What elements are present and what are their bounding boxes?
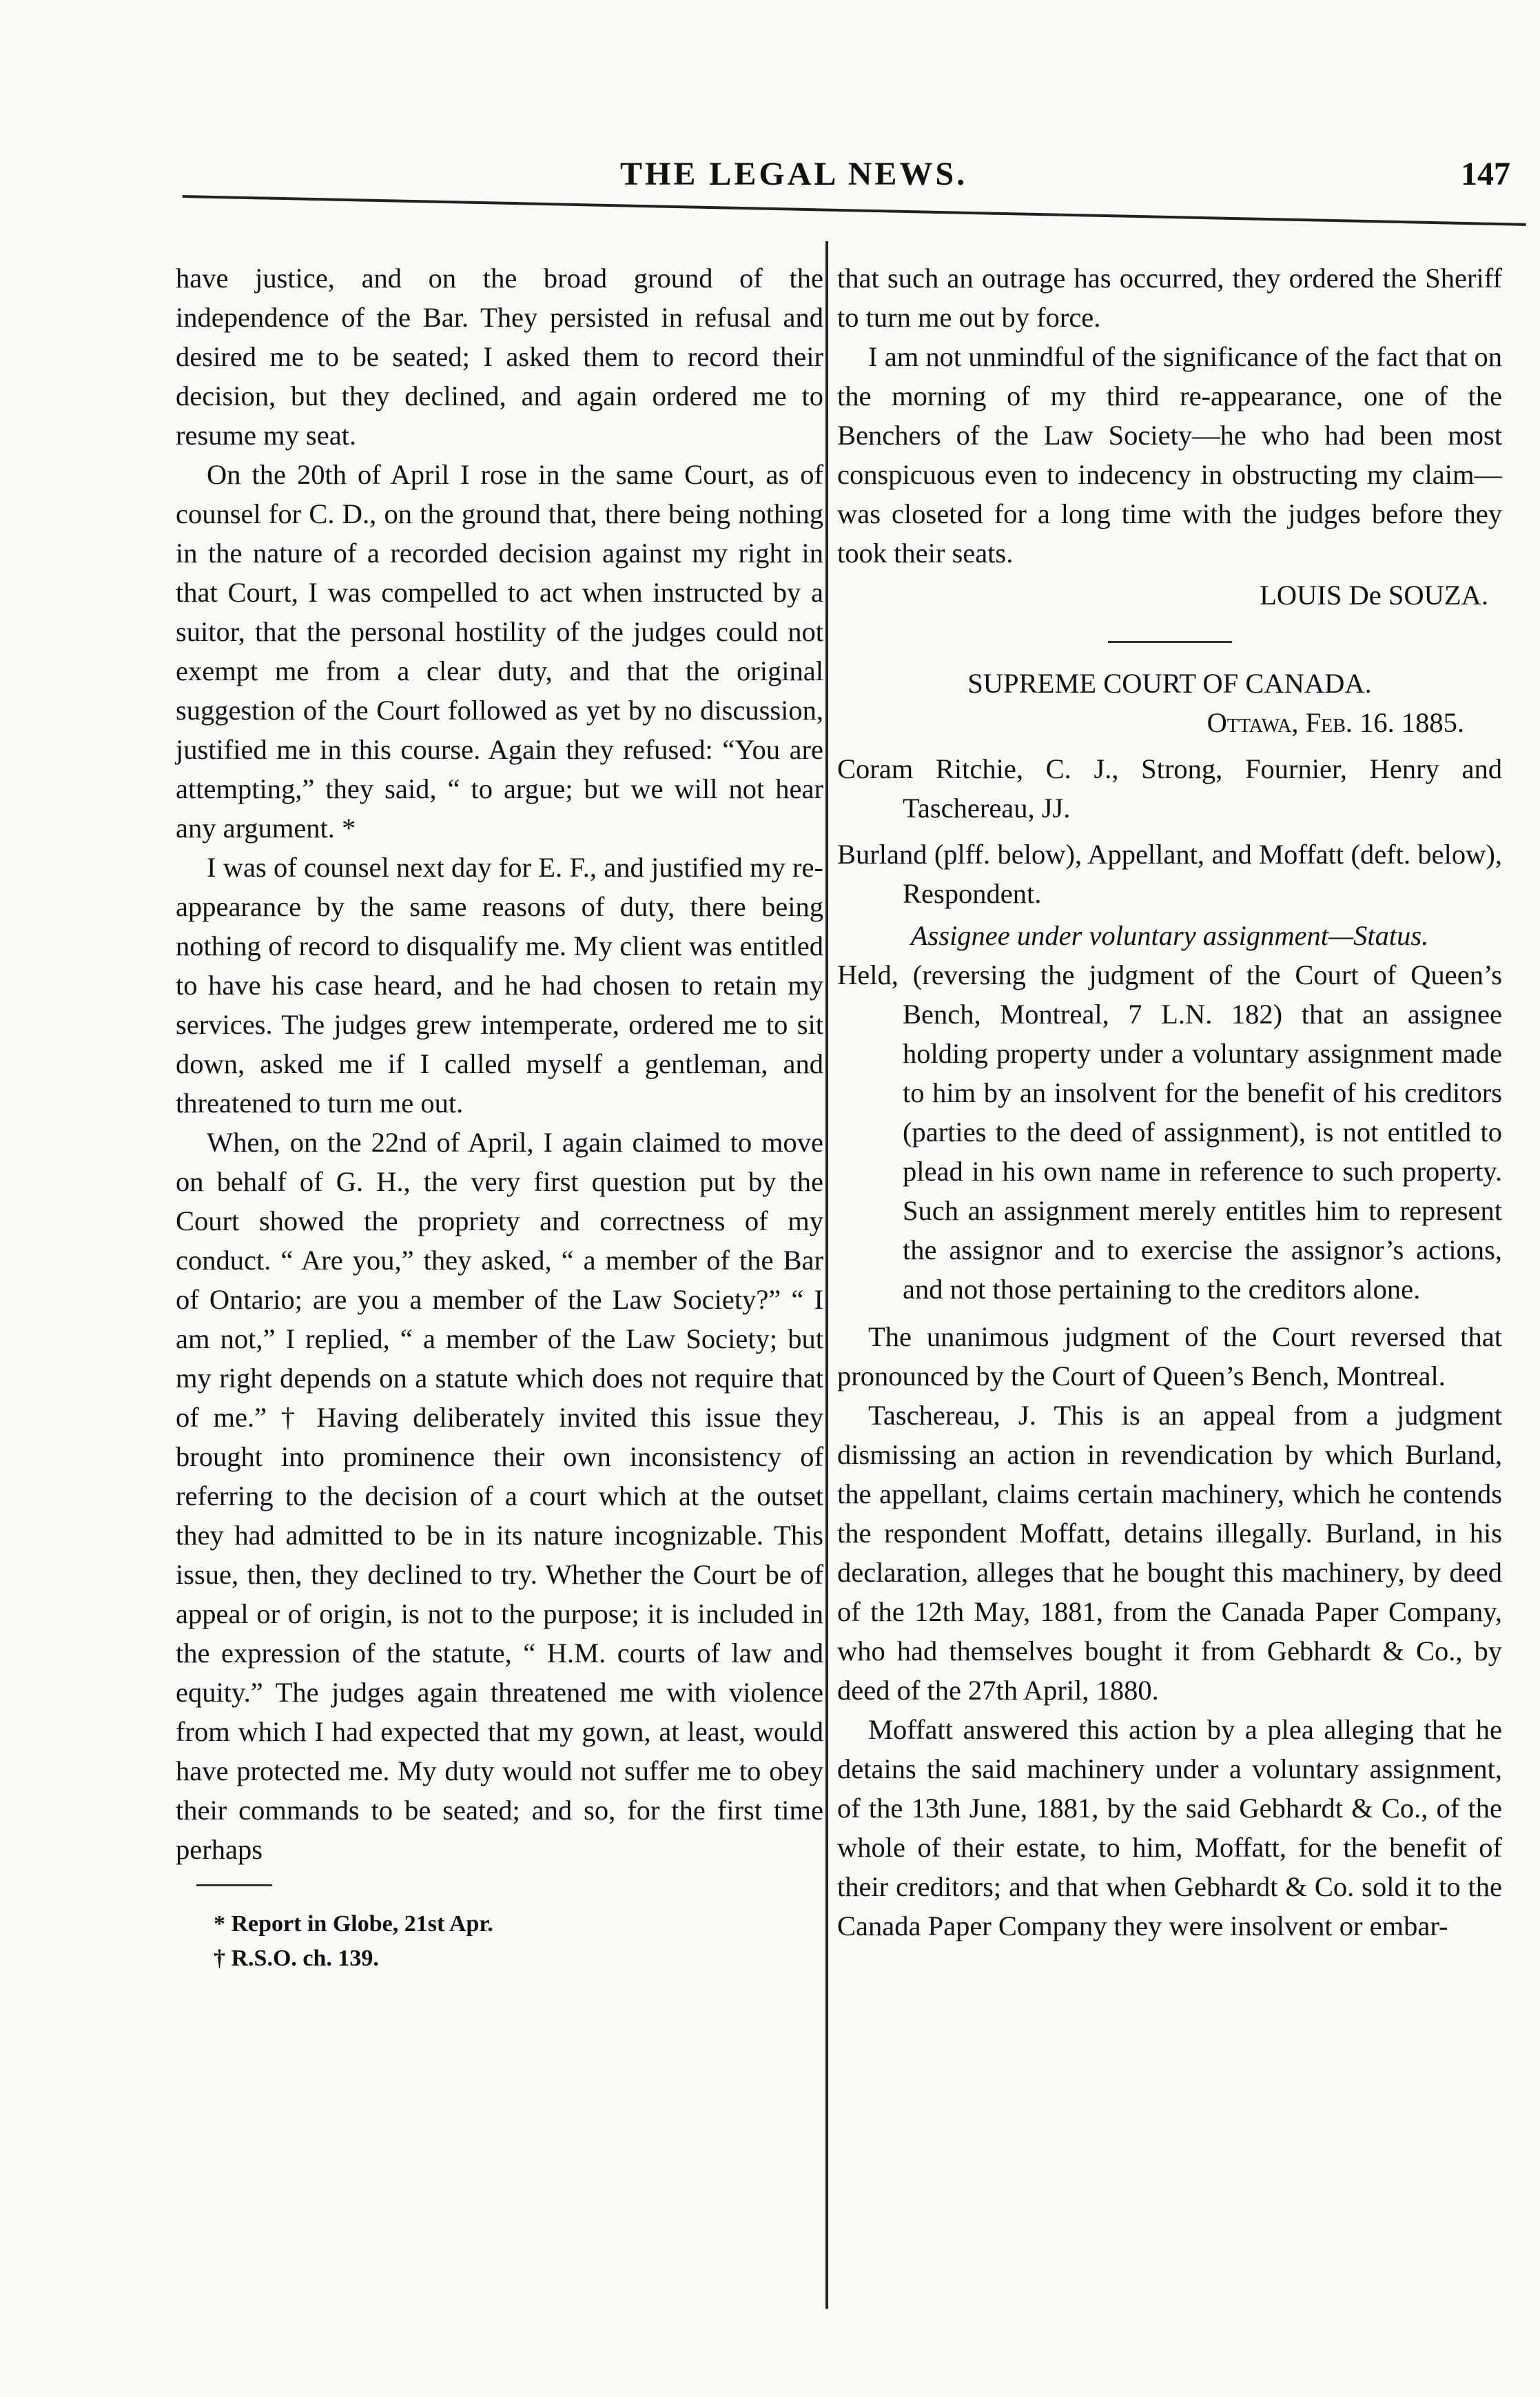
left-column [176, 258, 823, 1976]
footnotes [176, 1907, 823, 1976]
parties: Burland (plff. below), Appellant, and Moffatt (deft. below), Respondent. [837, 839, 1502, 909]
right-paragraph-2: I am not unmindful of the significance of the fact that on the morning of my third re-appearance, one of the Benchers of the Law Society—he who had been most conspicuous even to indecency in obstructing my claim—was closeted for a long time with the judges before they took their seats. [837, 341, 1502, 569]
right-paragraph-5: Moffatt answered this action by a plea alleging that he detains the said machinery under a voluntary assignment, of the 13th June, 1881, by the said Gebhardt & Co., of the whole of their estate, to him, Moffatt, for the benefit of their creditors; and that when Gebhardt & Co. sold it to the Canada Paper Company they were insolvent or embar- [837, 1714, 1502, 1941]
coram: Coram Ritchie, C. J., Strong, Fournier, Henry and Taschereau, JJ. [837, 753, 1502, 824]
dateline: Ottawa, Feb. 16. 1885. [1207, 707, 1464, 738]
left-paragraph-3: I was of counsel next day for E. F., and justified my re-appearance by the same reasons of duty, there being nothing of record to disqualify me. My client was entitled to have his case heard, and he had chosen to retain my services. The judges grew intemperate, ordered me to sit down, asked me if I called myself a gentleman, and threatened to turn me out. [176, 852, 823, 1119]
page-number: 147 [1461, 156, 1510, 192]
footnote-rule [196, 1884, 272, 1886]
column-divider [825, 241, 828, 2309]
court-heading: SUPREME COURT OF CANADA. [967, 668, 1372, 699]
left-paragraph-1: have justice, and on the broad ground of the independence of the Bar. They persisted in refusal and desired me to be seated; I asked them to record their decision, but they declined, and again ordered me to resume my seat. [176, 263, 823, 451]
held-headnote: Held, (reversing the judgment of the Court of Queen’s Bench, Montreal, 7 L.N. 182) that an assignee holding property under a voluntary assignment made to him by an insolvent for the benefit of his creditors (parties to the deed of assignment), is not entitled to plead in his own name in reference to such property. Such an assignment merely entitles him to represent the assignor and to exercise the assignor’s actions, and not those pertaining to the creditors alone. [837, 959, 1502, 1305]
left-paragraph-4: When, on the 22nd of April, I again claimed to move on behalf of G. H., the very first question put by the Court showed the propriety and correctness of my conduct. “ Are you,” they asked, “ a member of the Bar of Ontario; are you a member of the Law Society?” “ I am not,” I replied, “ a member of the Law Society; but my right depends on a statute which does not require that of me.” † Having deliberately invited this issue they brought into prominence their own inconsistency of referring to the decision of a court which at the outset they had admitted to be in its nature incognizable. This issue, then, they declined to try. Whether the Court be of appeal or of origin, is not to the purpose; it is included in the expression of the statute, “ H.M. courts of law and equity.” The judges again threatened me with violence from which I had expected that my gown, at least, would have protected me. My duty would not suffer me to obey their commands to be seated; and so, for the first time perhaps [176, 1127, 823, 1865]
right-column [837, 258, 1502, 1946]
right-paragraph-1: that such an outrage has occurred, they ordered the Sheriff to turn me out by force. [837, 263, 1502, 333]
left-paragraph-2: On the 20th of April I rose in the same Court, as of counsel for C. D., on the ground that, there being nothing in the nature of a recorded decision against my right in that Court, I was compelled to act when instructed by a suitor, that the personal hostility of the judges could not exempt me from a clear duty, and that the original suggestion of the Court followed as yet by no discussion, justified me in this course. Again they refused: “You are attempting,” they said, “ to argue; but we will not hear any argument. * [176, 459, 823, 844]
subject: Assignee under voluntary assignment—Status. [910, 920, 1429, 951]
right-paragraph-4: Taschereau, J. This is an appeal from a judgment dismissing an action in revendication by which Burland, the appellant, claims certain machinery, which he contends the respondent Moffatt, detains illegally. Burland, in his declaration, alleges that he bought this machinery, by deed of the 12th May, 1881, from the Canada Paper Company, who had themselves bought it from Gebhardt & Co., by deed of the 27th April, 1880. [837, 1400, 1502, 1706]
footnote-globe: * Report in Globe, 21st Apr. [214, 1911, 493, 1937]
right-paragraph-3: The unanimous judgment of the Court reversed that pronounced by the Court of Queen’s Bench, Montreal. [837, 1321, 1502, 1391]
footnote-rso: † R.S.O. ch. 139. [214, 1946, 379, 1971]
signature: LOUIS De SOUZA. [1260, 580, 1488, 611]
section-rule [1108, 641, 1232, 643]
running-title: THE LEGAL NEWS. [620, 156, 968, 192]
